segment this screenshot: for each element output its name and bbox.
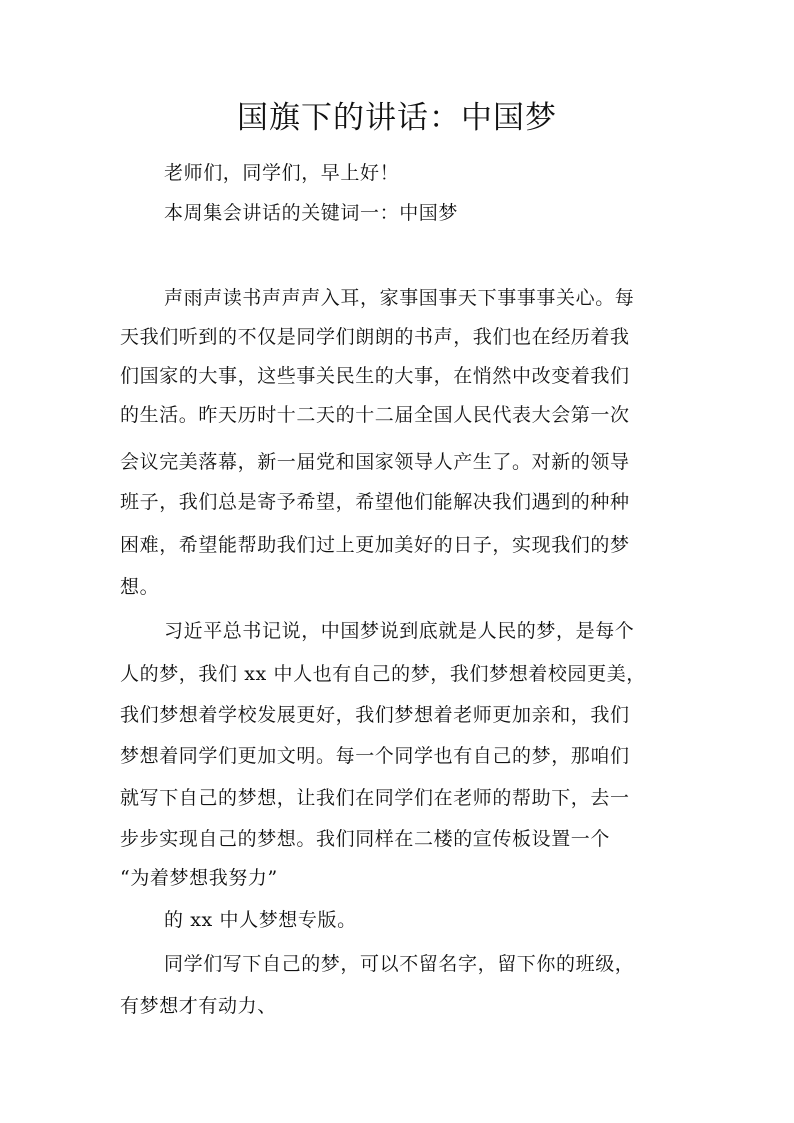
paragraph-line: 我们梦想着学校发展更好，我们梦想着老师更加亲和，我们 xyxy=(120,704,630,726)
paragraph-line: 步步实现自己的梦想。我们同样在二楼的宣传板设置一个 xyxy=(120,828,611,850)
paragraph-line: 声雨声读书声声声入耳，家事国事天下事事事关心。每 xyxy=(164,287,635,309)
paragraph-line: 习近平总书记说，中国梦说到底就是人民的梦，是每个 xyxy=(164,620,635,642)
paragraph-line: 就写下自己的梦想，让我们在同学们在老师的帮助下，去一 xyxy=(120,787,630,809)
paragraph-line: 人的梦，我们 xx 中人也有自己的梦，我们梦想着校园更美， xyxy=(120,663,646,685)
paragraph-line: 会议完美落幕，新一届党和国家领导人产生了。对新的领导 xyxy=(120,451,630,473)
paragraph-line: “为着梦想我努力” xyxy=(120,867,278,889)
paragraph-line: 同学们写下自己的梦，可以不留名字，留下你的班级， xyxy=(164,953,635,975)
paragraph-line: 天我们听到的不仅是同学们朗朗的书声，我们也在经历着我 xyxy=(120,326,630,348)
paragraph-line: 的 xx 中人梦想专版。 xyxy=(164,909,357,931)
paragraph-line: 班子，我们总是寄予希望，希望他们能解决我们遇到的种种 xyxy=(120,491,630,513)
paragraph-line: 们国家的大事，这些事关民生的大事，在悄然中改变着我们 xyxy=(120,365,630,387)
greeting-line: 老师们，同学们，早上好！ xyxy=(164,162,400,184)
paragraph-line: 有梦想才有动力、 xyxy=(120,995,277,1017)
paragraph-line: 想。 xyxy=(120,576,160,598)
paragraph-line: 困难，希望能帮助我们过上更加美好的日子，实现我们的梦 xyxy=(120,534,630,556)
paragraph-line: 的生活。昨天历时十二天的十二届全国人民代表大会第一次 xyxy=(120,404,630,426)
document-title: 国旗下的讲话：中国梦 xyxy=(237,100,557,136)
keyword-line: 本周集会讲话的关键词一：中国梦 xyxy=(164,202,459,224)
paragraph-line: 梦想着同学们更加文明。每一个同学也有自己的梦，那咱们 xyxy=(120,745,630,767)
